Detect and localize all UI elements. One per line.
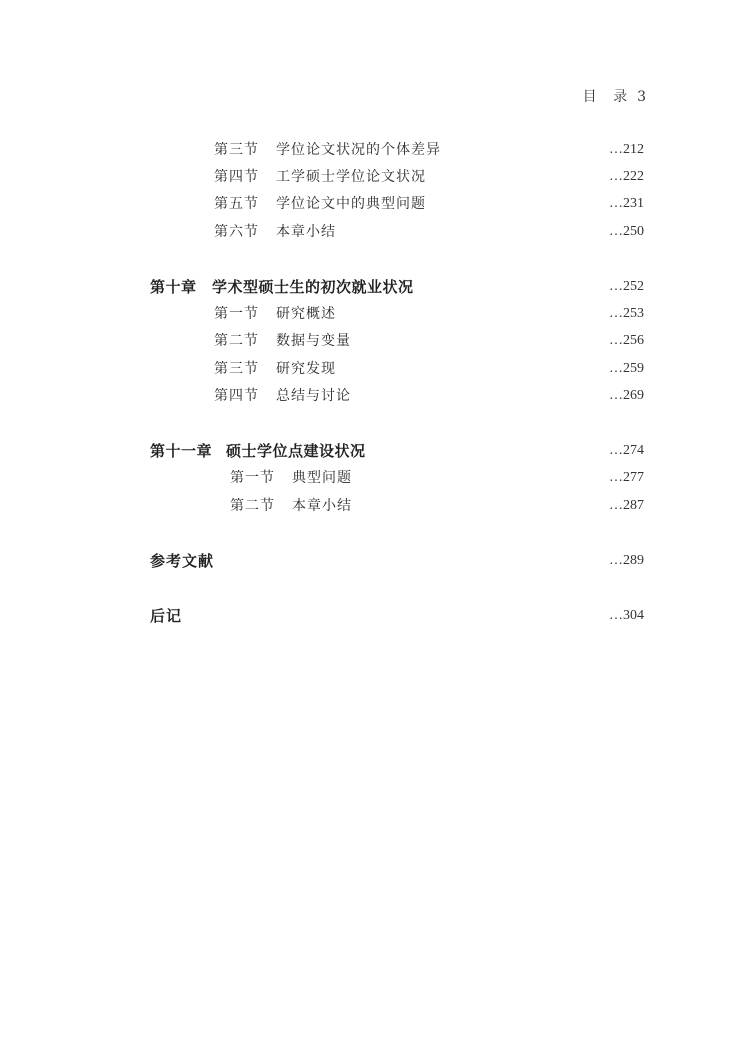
toc-entry-afterword[interactable] [0,605,750,627]
toc-page-number: …277 [609,470,644,485]
toc-entry-references[interactable] [0,550,750,572]
toc-entry-section[interactable] [0,467,750,489]
toc-page-number: …253 [609,306,644,321]
toc-chapter-number: 第十一章 [150,442,213,460]
toc-entry-chapter[interactable] [0,276,750,298]
toc-entry-section[interactable] [0,495,750,517]
toc-page-number: …212 [609,142,644,157]
toc-section-title: 数据与变量 [276,333,351,349]
toc-entry-section[interactable] [0,139,750,161]
toc-entry-title: 后记 [150,607,183,625]
toc-section-title: 研究发现 [276,361,336,377]
toc-section-number: 第四节 [214,388,259,404]
toc-entry-section[interactable] [0,303,750,325]
toc-page-number: …250 [609,224,644,239]
toc-entry-section[interactable] [0,330,750,352]
toc-section-title: 典型问题 [292,470,352,486]
toc-section-number: 第二节 [230,498,275,514]
toc-chapter-number: 第十章 [150,278,197,296]
toc-section-number: 第三节 [214,142,259,158]
toc-page-number: …304 [609,608,644,623]
toc-entry-chapter[interactable] [0,440,750,462]
toc-section-number: 第一节 [230,470,275,486]
toc-page-number: …222 [609,169,644,184]
toc-page-number: …231 [609,196,644,211]
toc-section-title: 工学硕士学位论文状况 [276,169,426,185]
toc-chapter-title: 硕士学位点建设状况 [226,442,366,460]
toc-entry-title: 参考文献 [150,552,215,570]
running-header [583,86,646,106]
toc-section-title: 研究概述 [276,306,336,322]
toc-entry-section[interactable] [0,358,750,380]
toc-page-number: …289 [609,553,644,568]
header-title: 目 录 [582,89,634,105]
toc-page-number: …256 [609,333,644,348]
header-page-number: 3 [637,89,646,105]
toc-section-number: 第六节 [214,224,259,240]
toc-section-title: 本章小结 [292,498,352,514]
toc-section-title: 学位论文中的典型问题 [276,196,426,212]
toc-section-number: 第二节 [214,333,259,349]
toc-page-number: …274 [609,443,644,458]
toc-entry-section[interactable] [0,193,750,215]
toc-entry-section[interactable] [0,385,750,407]
toc-section-number: 第一节 [214,306,259,322]
toc-section-title: 总结与讨论 [276,388,351,404]
toc-chapter-title: 学术型硕士生的初次就业状况 [212,278,414,296]
toc-page-number: …259 [609,361,644,376]
toc-section-number: 第三节 [214,361,259,377]
toc-section-number: 第五节 [214,196,259,212]
toc-entry-section[interactable] [0,221,750,243]
toc-section-title: 学位论文状况的个体差异 [276,142,441,158]
toc-section-title: 本章小结 [276,224,336,240]
toc-section-number: 第四节 [214,169,259,185]
toc-page-number: …287 [609,498,644,513]
toc-entry-section[interactable] [0,166,750,188]
toc-page-number: …269 [609,388,644,403]
toc-page-number: …252 [609,279,644,294]
